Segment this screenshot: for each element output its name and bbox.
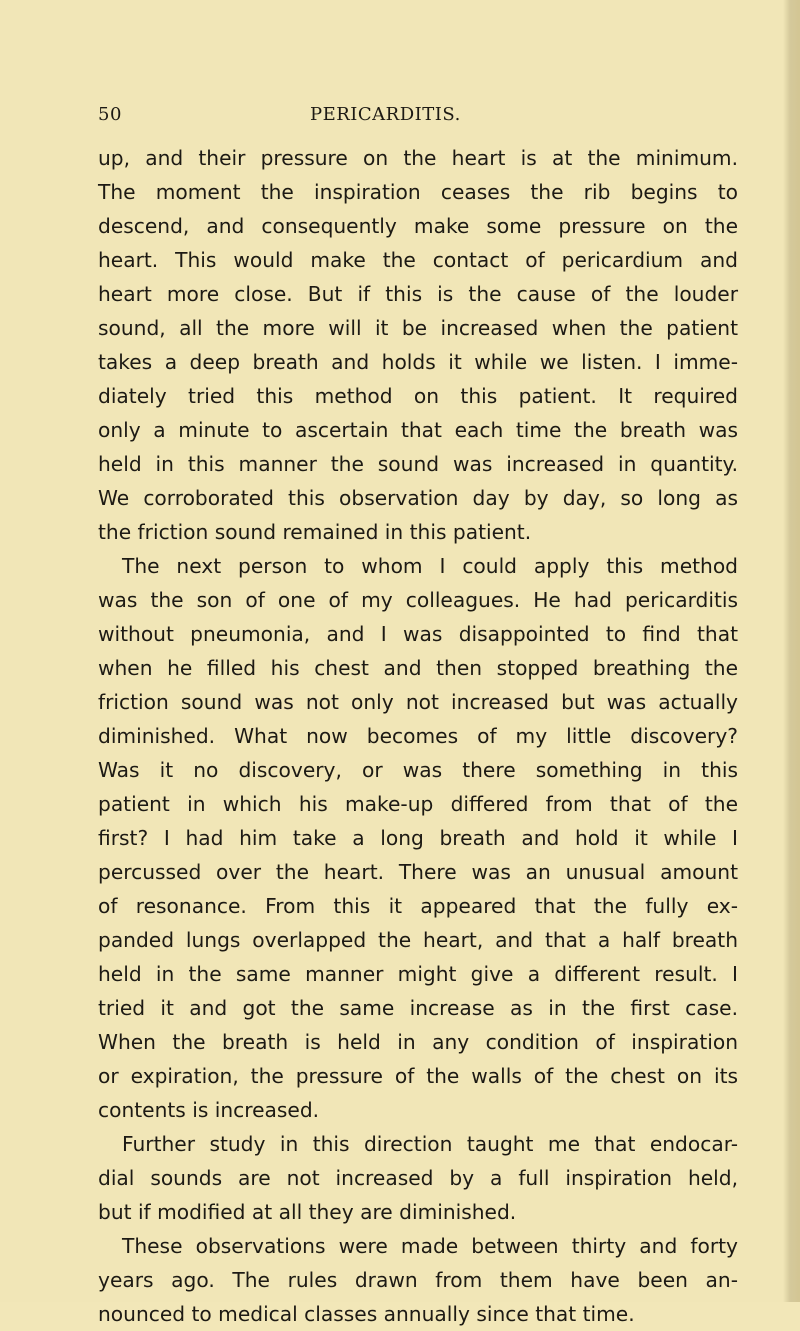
text-line: Was it no discovery, or was there something in this [98, 758, 738, 782]
text-line: The moment the inspiration ceases the rib begins to [98, 180, 738, 204]
page-header [98, 104, 738, 134]
text-line: but if modified at all they are diminished. [98, 1200, 517, 1224]
running-title: PERICARDITIS. [310, 104, 461, 125]
text-line: years ago. The rules drawn from them have been an- [98, 1268, 738, 1292]
text-line: tried it and got the same increase as in the first case. [98, 996, 738, 1020]
text-line: sound, all the more will it be increased when the patient [98, 316, 738, 340]
text-line: friction sound was not only not increased but was actually [98, 690, 738, 714]
text-line: heart more close. But if this is the cause of the louder [98, 282, 738, 306]
text-line: when he filled his chest and then stopped breathing the [98, 656, 738, 680]
text-line: the friction sound remained in this patient. [98, 520, 532, 544]
text-line: held in this manner the sound was increased in quantity. [98, 452, 738, 476]
text-line: diminished. What now becomes of my little discovery? [98, 724, 738, 748]
text-line: percussed over the heart. There was an unusual amount [98, 860, 738, 884]
text-line: or expiration, the pressure of the walls of the chest on its [98, 1064, 738, 1088]
text-line: heart. This would make the contact of pericardium and [98, 248, 738, 272]
text-line: contents is increased. [98, 1098, 320, 1122]
text-line: diately tried this method on this patient. It required [98, 384, 738, 408]
paragraph-start-line: The next person to whom I could apply this method [122, 554, 738, 578]
text-line: was the son of one of my colleagues. He had pericarditis [98, 588, 738, 612]
text-line: patient in which his make-up differed from that of the [98, 792, 738, 816]
body-text [98, 141, 738, 1331]
text-line: up, and their pressure on the heart is at the minimum. [98, 146, 738, 170]
paragraph-start-line: These observations were made between thirty and forty [122, 1234, 738, 1258]
text-line: of resonance. From this it appeared that the fully ex- [98, 894, 738, 918]
text-line: When the breath is held in any condition of inspiration [98, 1030, 738, 1054]
text-line: descend, and consequently make some pressure on the [98, 214, 738, 238]
page-number: 50 [98, 104, 122, 125]
text-line: nounced to medical classes annually since that time. [98, 1302, 635, 1326]
text-line: only a minute to ascertain that each time the breath was [98, 418, 738, 442]
text-line: dial sounds are not increased by a full inspiration held, [98, 1166, 738, 1190]
text-line: takes a deep breath and holds it while we listen. I imme- [98, 350, 738, 374]
text-line: We corroborated this observation day by day, so long as [98, 486, 738, 510]
text-line: first? I had him take a long breath and hold it while I [98, 826, 738, 850]
text-line: without pneumonia, and I was disappointed to find that [98, 622, 738, 646]
text-line: panded lungs overlapped the heart, and that a half breath [98, 928, 738, 952]
paragraph-start-line: Further study in this direction taught me that endocar- [122, 1132, 738, 1156]
text-line: held in the same manner might give a different result. I [98, 962, 738, 986]
